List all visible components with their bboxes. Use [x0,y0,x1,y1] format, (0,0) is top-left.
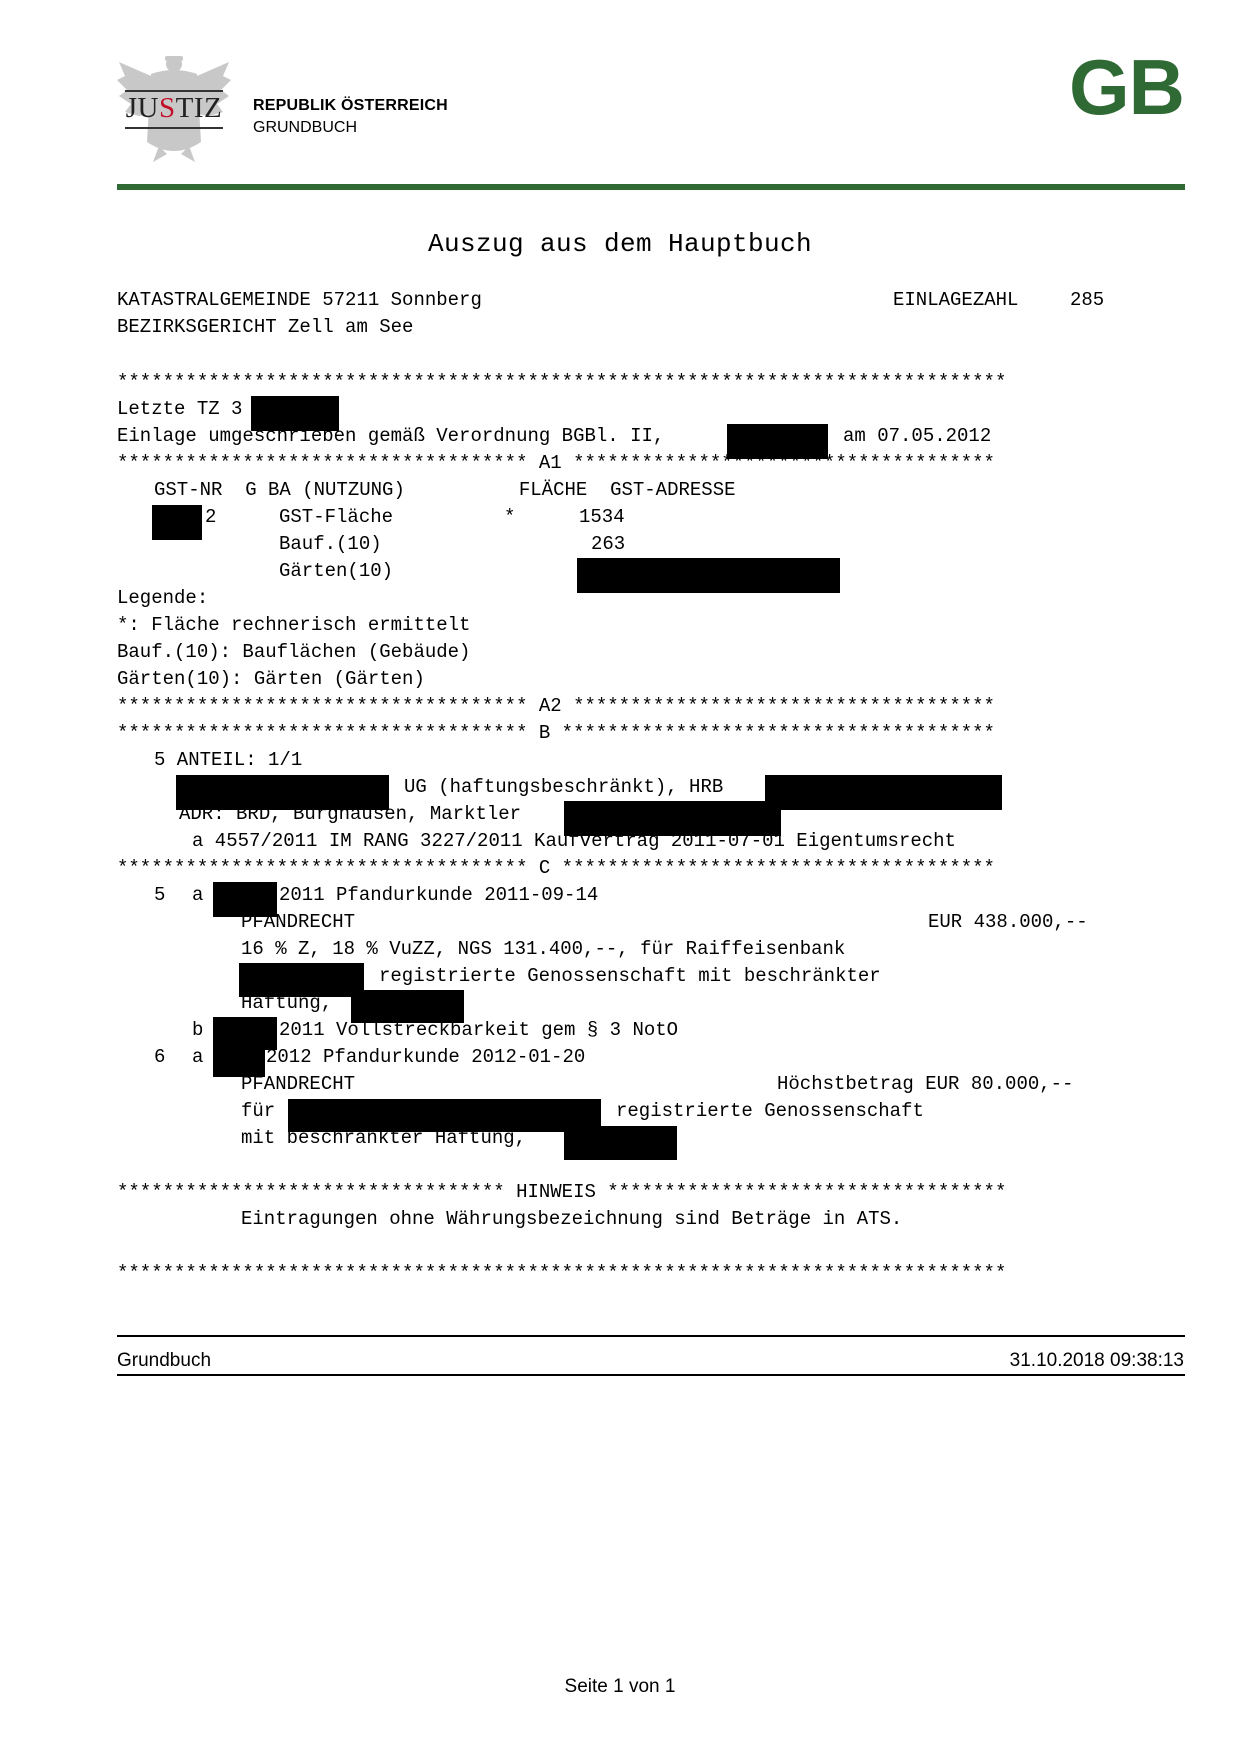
a1-row-mark: * [504,506,516,528]
katastralgemeinde-line: KATASTRALGEMEINDE 57211 Sonnberg [117,289,482,311]
legende-item: Bauf.(10): Bauflächen (Gebäude) [117,641,471,663]
footer-rule-bottom [117,1374,1185,1376]
einlage-date: am 07.05.2012 [843,425,992,447]
b-address: ADR: BRD, Burghausen, Marktler [179,803,522,825]
page-number: Seite 1 von 1 [564,1676,676,1697]
c-5a-haftung: Haftung, [241,992,333,1014]
bezirksgericht-line: BEZIRKSGERICHT Zell am See [117,316,414,338]
separator-c: ************************************ C ************************************** [117,857,995,879]
c-5a-terms: 16 % Z, 18 % VuZZ, NGS 131.400,--, für Raiffeisenbank [241,938,846,960]
separator-a2: ************************************ A2 ************************************* [117,695,995,717]
legende-item: *: Fläche rechnerisch ermittelt [117,614,471,636]
c-5a-registered: registrierte Genossenschaft mit beschränkter [379,965,881,987]
c-entry-letter: a [192,884,204,906]
c-5a-text: 2011 Pfandurkunde 2011-09-14 [279,884,599,906]
einlagezahl-label: EINLAGEZAHL [893,289,1019,311]
justiz-logo [115,54,233,164]
redaction-block [577,558,840,593]
c-entry-number: 6 [154,1046,166,1068]
a1-row-nr: 2 [205,506,217,528]
separator-b: ************************************ B ************************************** [117,722,995,744]
c-6a-pfandrecht: PFANDRECHT [241,1073,356,1095]
legende-item: Gärten(10): Gärten (Gärten) [117,668,425,690]
redaction-block [564,1126,677,1160]
gb-badge: GB [1069,43,1184,131]
footer-left: Grundbuch [117,1350,212,1371]
footer-timestamp: 31.10.2018 09:38:13 [1009,1350,1184,1371]
einlagezahl-value: 285 [1070,289,1105,311]
footer-rule-top [117,1335,1185,1337]
a1-row-ba: Gärten(10) [279,560,394,582]
c-6a-text: 2012 Pfandurkunde 2012-01-20 [266,1046,586,1068]
c-entry-number: 5 [154,884,166,906]
separator-top: ****************************************************************************** [117,371,1007,393]
hinweis-text: Eintragungen ohne Währungsbezeichnung sind Beträge in ATS. [241,1208,903,1230]
legende-title: Legende: [117,587,209,609]
logo-wordmark: JUSTIZ [125,92,223,124]
a1-row-flaeche: 263 [591,533,626,555]
c-entry-letter: b [192,1019,204,1041]
header-divider [117,184,1185,190]
a1-row-ba: GST-Fläche [279,506,394,528]
c-5a-pfandrecht: PFANDRECHT [241,911,356,933]
separator-a1: ************************************ A1 ************************************* [117,452,995,474]
logo-rule-bottom [125,127,223,129]
b-company: UG (haftungsbeschränkt), HRB [404,776,724,798]
a1-row-flaeche: 1534 [579,506,625,528]
document-title: Auszug aus dem Hauptbuch [427,229,813,259]
c-6a-fuer: für [241,1100,276,1122]
a1-column-header: GST-NR G BA (NUTZUNG) FLÄCHE GST-ADRESSE [154,479,736,501]
c-6a-amount: Höchstbetrag EUR 80.000,-- [777,1073,1074,1095]
separator-hinweis: ********************************** HINWEIS *********************************** [117,1181,1007,1203]
c-6a-registered: registrierte Genossenschaft [616,1100,924,1122]
letzte-tz-line: Letzte TZ 3 [117,398,243,420]
c-5a-amount: EUR 438.000,-- [928,911,1088,933]
b-anteil: 5 ANTEIL: 1/1 [154,749,303,771]
einlage-line: Einlage umgeschrieben gemäß Verordnung BGBl. II, [117,425,665,447]
redaction-block [152,505,202,540]
b-entry: a 4557/2011 IM RANG 3227/2011 Kaufvertrag 2011-07-01 Eigentumsrecht [192,830,956,852]
separator-bottom: ****************************************************************************** [117,1262,1007,1284]
header-republic: REPUBLIK ÖSTERREICH [253,97,448,114]
header-grundbuch: GRUNDBUCH [253,119,357,136]
c-entry-letter: a [192,1046,204,1068]
c-5b-text: 2011 Vollstreckbarkeit gem § 3 NotO [279,1019,679,1041]
c-6a-haftung: mit beschränkter Haftung, [241,1127,527,1149]
redaction-block [765,775,1002,810]
a1-row-ba: Bauf.(10) [279,533,382,555]
